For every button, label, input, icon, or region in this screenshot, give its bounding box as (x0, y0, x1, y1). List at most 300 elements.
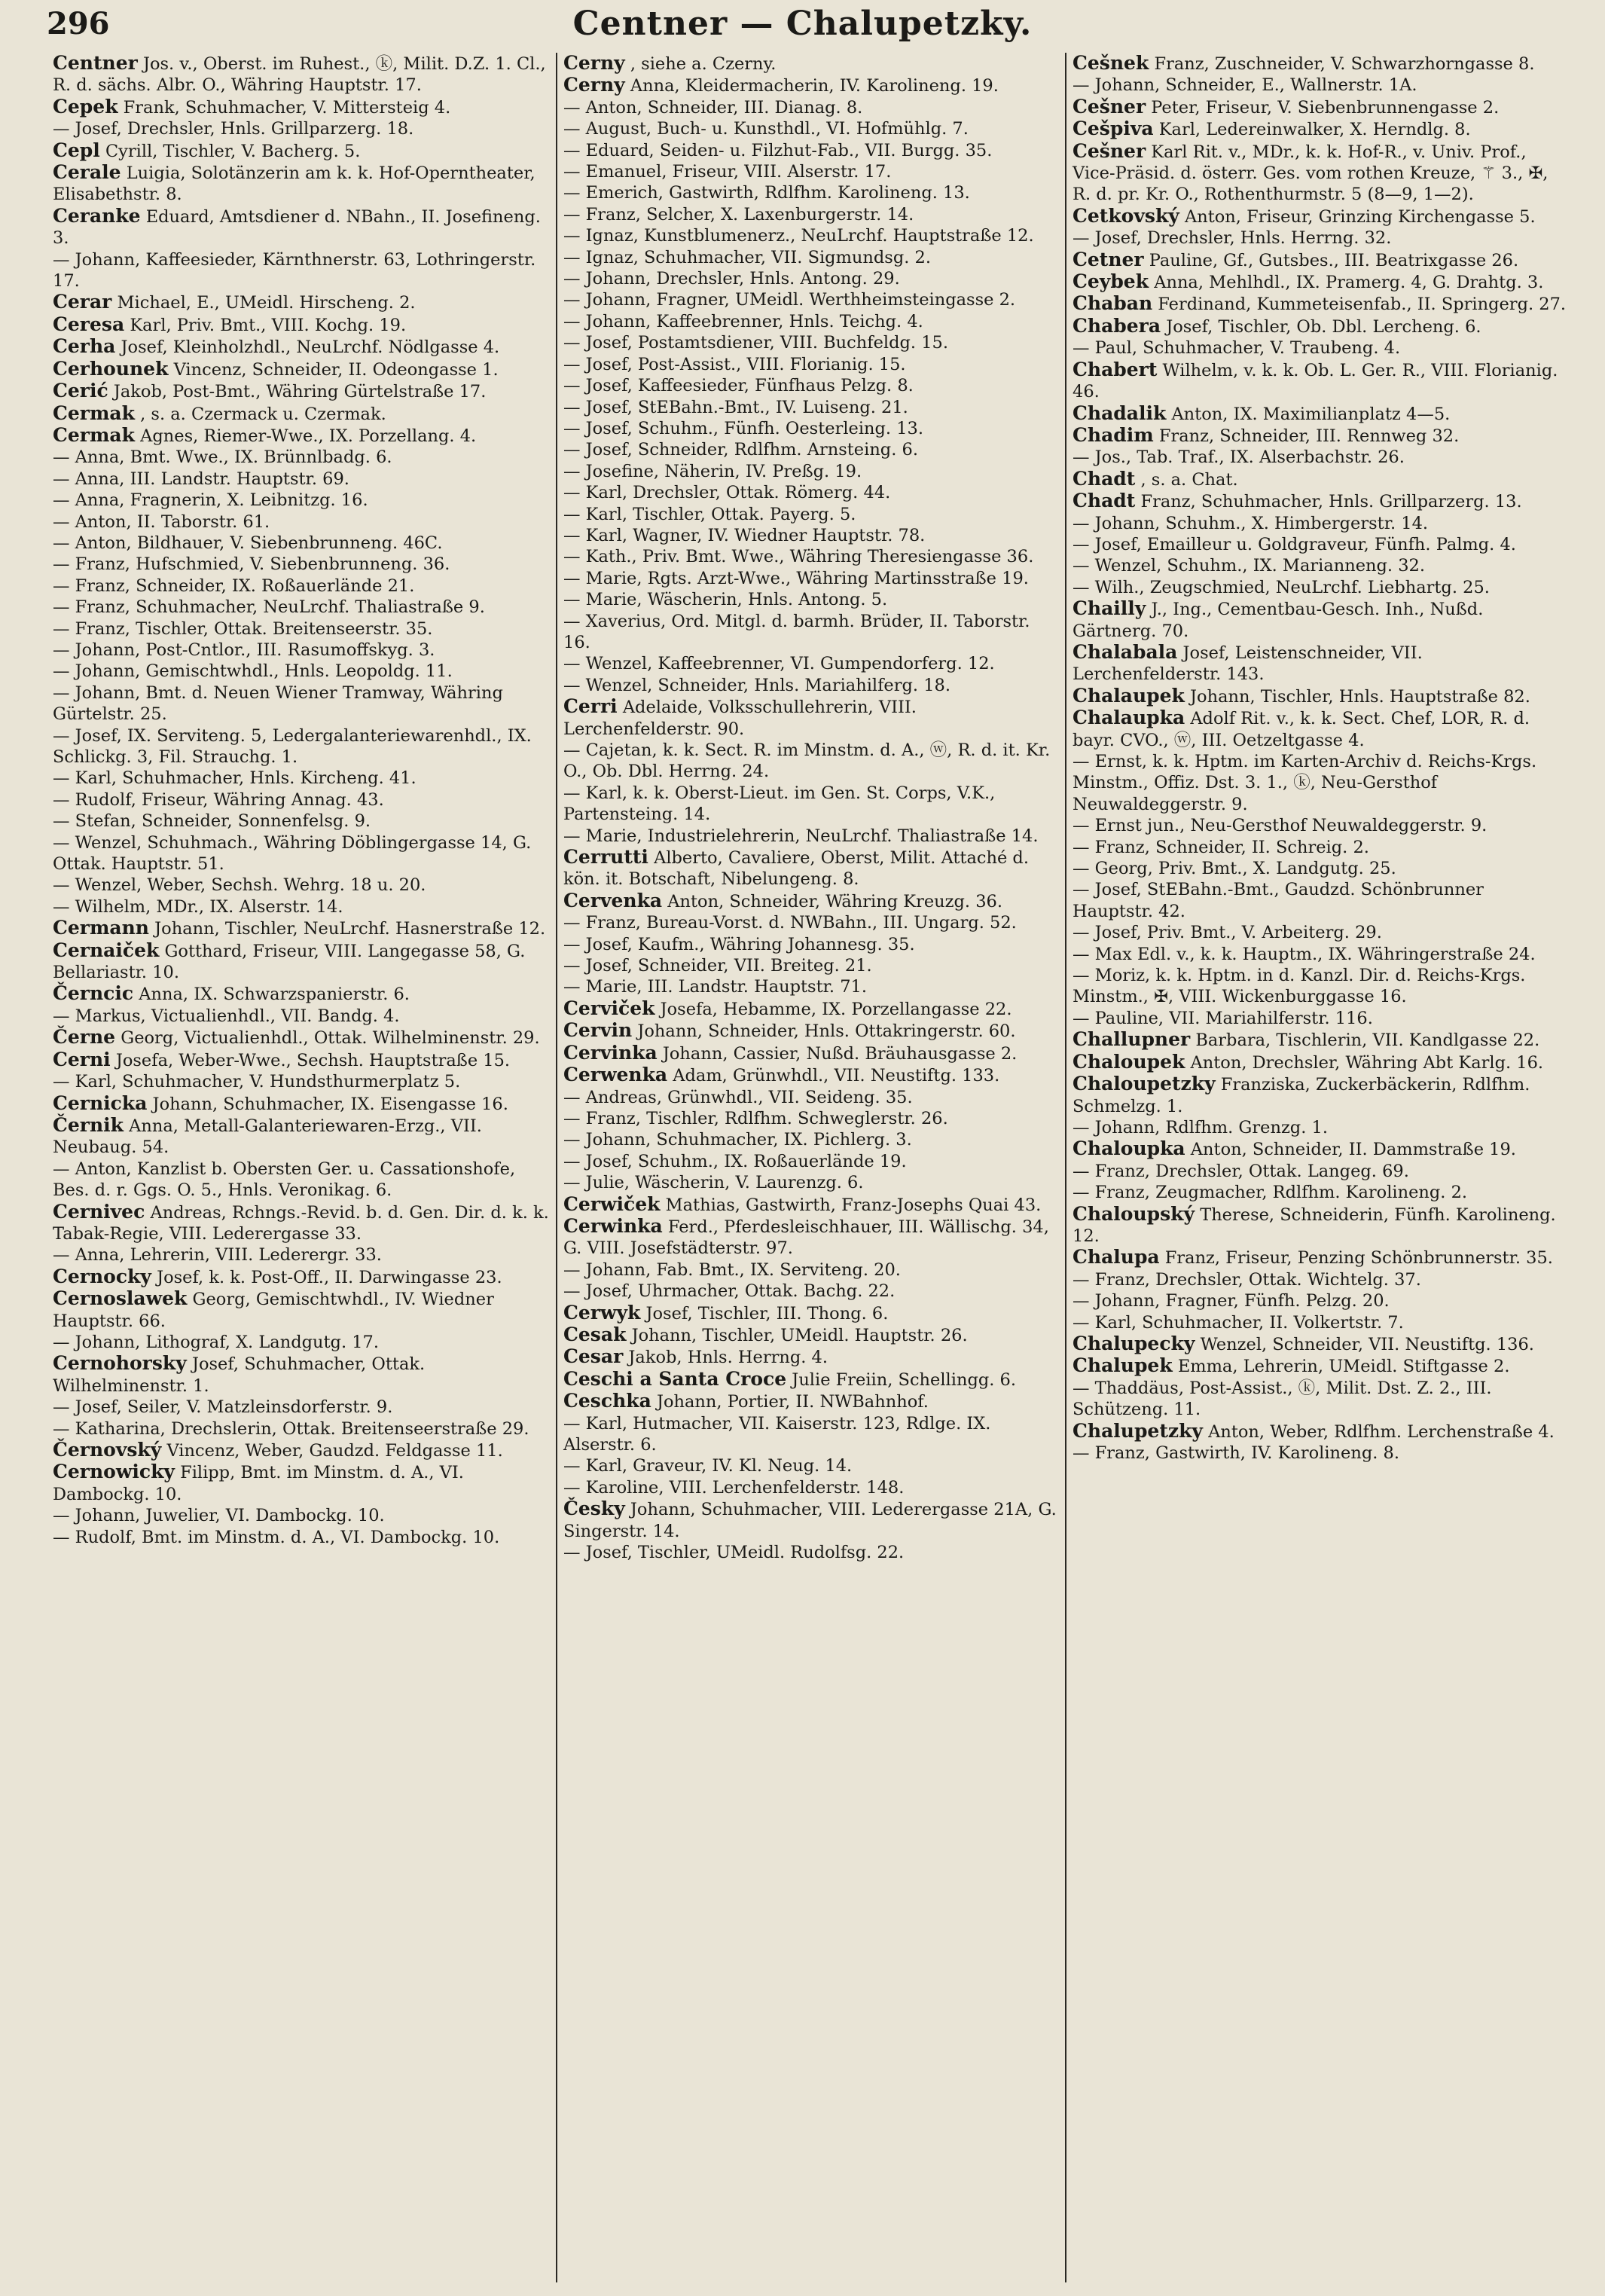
entry-text: — Karl, Tischler, Ottak. Payerg. 5. (563, 504, 856, 524)
entry-text: — Franz, Drechsler, Ottak. Wichtelg. 37. (1073, 1269, 1421, 1290)
entry-text: — Julie, Wäscherin, V. Laurenzg. 6. (563, 1173, 864, 1193)
entry-surname: Cerwenka (563, 1064, 668, 1086)
entry-text: — Marie, Industrielehrerin, NeuLrchf. Thaliastraße 14. (563, 826, 1039, 846)
entry-surname: Chaloupek (1073, 1050, 1185, 1073)
directory-entry (1073, 685, 1568, 707)
entry-text: — Franz, Gastwirth, IV. Karolineng. 8. (1073, 1443, 1400, 1463)
entry-surname: Cermak (53, 423, 135, 446)
entry-text: — Josef, Tischler, UMeidl. Rudolfsg. 22. (563, 1543, 905, 1563)
entry-text: — Anton, Schneider, III. Dianag. 8. (563, 97, 863, 118)
entry-surname: Cernoslawek (53, 1287, 188, 1310)
entry-text: — Franz, Tischler, Rdlfhm. Schweglerstr. 26. (563, 1108, 948, 1128)
entry-surname: Cerny (563, 53, 625, 74)
entry-surname: Cesak (563, 1323, 627, 1345)
entry-text: Jakob, Post-Bmt., Währing Gürtelstraße 17. (113, 382, 487, 402)
entry-text: — Johann, Kaffeebrenner, Hnls. Teichg. 4. (563, 311, 923, 331)
entry-text: Ferdinand, Kummeteisenfab., II. Springerg. 27. (1158, 295, 1567, 315)
column-middle (556, 53, 1065, 2282)
directory-entry (563, 161, 1059, 182)
directory-entry (1073, 1073, 1568, 1117)
entry-surname: Chaloupský (1073, 1202, 1195, 1225)
entry-surname: Chabert (1073, 358, 1158, 380)
entry-text: — Anton, Kanzlist b. Obersten Ger. u. Cassationshofe, Bes. d. r. Ggs. O. 5., Hnls. Veronikag. 6. (53, 1159, 516, 1201)
directory-entry (563, 1087, 1059, 1108)
directory-entry (1073, 1312, 1568, 1333)
directory-entry (563, 1391, 1059, 1412)
directory-entry (53, 725, 550, 768)
entry-text: Vincenz, Schneider, II. Odeongasse 1. (173, 359, 499, 380)
directory-entry (53, 403, 550, 425)
directory-entry (1073, 513, 1568, 534)
entry-text: — Johann, Fragner, UMeidl. Werthheimsteingasse 2. (563, 290, 1016, 310)
entry-text: — Josef, IX. Serviteng. 5, Ledergalanteriewarenhdl., IX. Schlickg. 3, Fil. Strauchg. 1. (53, 725, 532, 767)
directory-entry (1073, 271, 1568, 293)
directory-entry (1073, 1443, 1568, 1464)
directory-entry (53, 1159, 550, 1201)
entry-text: — Moriz, k. k. Hptm. in d. Kanzl. Dir. d. Reichs-Krgs. Minstm., ✠, VIII. Wickenburggasse 16. (1073, 966, 1526, 1007)
directory-entry (563, 976, 1059, 997)
entry-text: — Johann, Schneider, E., Wallnerstr. 1A. (1073, 75, 1417, 96)
directory-entry (563, 1172, 1059, 1193)
entry-text: Josef, Schuhmacher, Ottak. Wilhelminenstr. 1. (53, 1354, 426, 1396)
entry-text: — Pauline, VII. Mariahilferstr. 116. (1073, 1008, 1373, 1028)
entry-surname: Challupner (1073, 1028, 1191, 1051)
directory-entry (53, 162, 550, 206)
directory-entry (1073, 1290, 1568, 1311)
entry-surname: Chalupetzky (1073, 1419, 1203, 1442)
directory-entry (1073, 293, 1568, 315)
directory-entry (1073, 922, 1568, 943)
directory-entry (563, 1259, 1059, 1281)
directory-entry (1073, 206, 1568, 227)
directory-entry (1073, 316, 1568, 337)
entry-surname: Cesar (563, 1345, 624, 1368)
entry-text: — Josef, Schuhm., IX. Roßauerlände 19. (563, 1151, 907, 1171)
directory-entry (53, 1071, 550, 1092)
directory-entry (563, 783, 1059, 826)
directory-entry (1073, 1008, 1568, 1029)
directory-entry (1073, 837, 1568, 858)
entry-surname: Chalaupka (1073, 707, 1185, 729)
entry-surname: Chadt (1073, 467, 1136, 490)
entry-text: Karl Rit. v., MDr., k. k. Hof-R., v. Univ. Prof., Vice-Präsid. d. österr. Ges. vom rothen Kreuze, ⚚ 3., ✠, R. d. pr. Kr. O., Rothenthurmstr. 5 (8—9, 1—2). (1073, 142, 1549, 205)
entry-surname: Ceybek (1073, 270, 1149, 293)
directory-entry (53, 425, 550, 447)
directory-entry (1073, 598, 1568, 642)
directory-entry (563, 1043, 1059, 1064)
entry-text: — Franz, Schneider, IX. Roßauerlände 21. (53, 576, 415, 596)
entry-text: — Cajetan, k. k. Sect. R. im Minstm. d. A., ⓦ, R. d. it. Kr. O., Ob. Dbl. Herrng. 24. (563, 740, 1051, 782)
entry-surname: Černik (53, 1113, 124, 1136)
directory-entry (1073, 965, 1568, 1008)
entry-surname: Cerwiček (563, 1192, 661, 1215)
entry-surname: Ceschka (563, 1390, 651, 1412)
entry-surname: Chalupecky (1073, 1332, 1195, 1354)
entry-text: — Johann, Bmt. d. Neuen Wiener Tramway, Währing Gürtelstr. 25. (53, 682, 503, 725)
directory-entry (563, 1369, 1059, 1391)
directory-entry (1073, 447, 1568, 468)
entry-text: — Josef, Emailleur u. Goldgraveur, Fünfh. Palmg. 4. (1073, 534, 1516, 554)
directory-entry (563, 740, 1059, 783)
entry-text: — Andreas, Grünwhdl., VII. Seideng. 35. (563, 1087, 913, 1107)
entry-text: Jakob, Hnls. Herrng. 4. (628, 1348, 828, 1368)
directory-entry (53, 983, 550, 1005)
directory-entry (563, 934, 1059, 955)
directory-entry (53, 359, 550, 380)
entry-text: — Josef, StEBahn.-Bmt., Gaudzd. Schönbrunner Hauptstr. 42. (1073, 880, 1484, 921)
directory-entry (1073, 1117, 1568, 1138)
directory-entry (53, 292, 550, 313)
directory-entry (563, 1542, 1059, 1563)
entry-surname: Cernivec (53, 1200, 145, 1223)
entry-text: Adolf Rit. v., k. k. Sect. Chef, LOR, R. d. bayr. CVO., ⓦ, III. Oetzeltgasse 4. (1073, 709, 1530, 750)
entry-text: Gotthard, Friseur, VIII. Langegasse 58, G. Bellariastr. 10. (53, 941, 526, 983)
directory-entry (563, 1302, 1059, 1324)
entry-text: — Josefine, Näherin, IV. Preßg. 19. (563, 461, 862, 481)
entry-surname: Česky (563, 1498, 625, 1520)
entry-text: Therese, Schneiderin, Fünfh. Karolineng. 12. (1073, 1204, 1556, 1246)
directory-entry (1073, 879, 1568, 922)
entry-surname: Chaban (1073, 292, 1153, 315)
directory-entry (563, 525, 1059, 546)
entry-surname: Ceresa (53, 313, 125, 335)
entry-surname: Cerri (563, 695, 618, 718)
directory-entry (53, 554, 550, 575)
directory-entry (53, 140, 550, 162)
entry-surname: Cetner (1073, 248, 1144, 270)
directory-entry (53, 896, 550, 917)
entry-text: — Karl, k. k. Oberst-Lieut. im Gen. St. Corps, V.K., Partensteing. 14. (563, 783, 996, 825)
entry-text: — Johann, Rdlfhm. Grenzg. 1. (1073, 1117, 1328, 1137)
entry-surname: Cešpiva (1073, 118, 1154, 140)
directory-entry (1073, 1204, 1568, 1247)
entry-text: — Karl, Wagner, IV. Wiedner Hauptstr. 78. (563, 525, 926, 545)
entry-text: , s. a. Chat. (1140, 469, 1238, 490)
directory-entry (563, 826, 1059, 847)
directory-entry (53, 1440, 550, 1461)
directory-entry (53, 940, 550, 984)
entry-text: — Stefan, Schneider, Sonnenfelsg. 9. (53, 811, 371, 832)
directory-entry (563, 568, 1059, 589)
entry-text: Cyrill, Tischler, V. Bacherg. 5. (105, 141, 361, 161)
directory-entry (53, 768, 550, 789)
directory-entry (1073, 249, 1568, 271)
entry-text: Franz, Schuhmacher, Hnls. Grillparzerg. 13. (1140, 492, 1522, 512)
directory-entry (53, 640, 550, 661)
directory-entry (563, 461, 1059, 482)
entry-text: — Johann, Kaffeesieder, Kärnthnerstr. 63, Lothringerstr. 17. (53, 249, 536, 292)
entry-text: — Anna, Bmt. Wwe., IX. Brünnlbadg. 6. (53, 447, 392, 468)
entry-text: — Wilh., Zeugschmied, NeuLrchf. Liebhartg. 25. (1073, 577, 1490, 597)
entry-surname: Černe (53, 1026, 116, 1049)
entry-text: — Xaverius, Ord. Mitgl. d. barmh. Brüder, II. Taborstr. 16. (563, 611, 1030, 652)
entry-text: Peter, Friseur, V. Siebenbrunnengasse 2. (1151, 97, 1500, 118)
directory-entry (53, 1093, 550, 1115)
entry-surname: Cetkovský (1073, 204, 1179, 227)
entry-text: Johann, Schuhmacher, VIII. Lederergasse 21A, G. Singerstr. 14. (563, 1500, 1057, 1541)
directory-entry (1073, 118, 1568, 140)
directory-entry (563, 1151, 1059, 1172)
entry-surname: Cešner (1073, 95, 1146, 118)
entry-surname: Cernowicky (53, 1461, 175, 1483)
entry-surname: Chadt (1073, 490, 1136, 512)
entry-text: — Franz, Drechsler, Ottak. Langeg. 69. (1073, 1161, 1409, 1181)
entry-text: — Rudolf, Bmt. im Minstm. d. A., VI. Dambockg. 10. (53, 1527, 500, 1547)
directory-entry (53, 490, 550, 511)
entry-surname: Cerny (563, 74, 625, 96)
entry-text: — Josef, Schuhm., Fünfh. Oesterleing. 13. (563, 418, 924, 438)
directory-entry (563, 589, 1059, 610)
entry-surname: Cerni (53, 1048, 111, 1070)
directory-entry (53, 1332, 550, 1353)
entry-surname: Cepl (53, 139, 100, 161)
directory-entry (53, 917, 550, 939)
entry-text: Anton, Friseur, Grinzing Kirchengasse 5. (1184, 206, 1536, 227)
directory-entry (563, 375, 1059, 396)
directory-entry (53, 249, 550, 292)
directory-entry (1073, 1269, 1568, 1290)
directory-entry (563, 1455, 1059, 1476)
entry-text: Pauline, Gf., Gutsbes., III. Beatrixgasse 26. (1149, 250, 1519, 270)
directory-entry (1073, 403, 1568, 425)
entry-text: — Josef, Seiler, V. Matzleinsdorferstr. 9. (53, 1397, 393, 1418)
entry-text: — Anna, III. Landstr. Hauptstr. 69. (53, 469, 349, 489)
entry-text: — Franz, Schneider, II. Schreig. 2. (1073, 837, 1369, 857)
entry-text: Anton, Schneider, Währing Kreuzg. 36. (667, 891, 1002, 911)
entry-text: J., Ing., Cementbau-Gesch. Inh., Nußd. Gärtnerg. 70. (1073, 600, 1484, 641)
entry-surname: Ceranke (53, 204, 141, 227)
entry-surname: Chalabala (1073, 640, 1178, 663)
entry-text: Anna, Kleidermacherin, IV. Karolineng. 19. (630, 76, 999, 96)
directory-entry (563, 418, 1059, 439)
directory-entry (53, 1288, 550, 1332)
columns (47, 53, 1576, 2282)
directory-entry (53, 1353, 550, 1397)
entry-text: Vincenz, Weber, Gaudzd. Feldgasse 11. (166, 1441, 503, 1461)
entry-surname: Chadim (1073, 423, 1154, 446)
entry-surname: Cerwyk (563, 1301, 641, 1324)
entry-text: — Franz, Schuhmacher, NeuLrchf. Thaliastraße 9. (53, 597, 485, 618)
entry-surname: Cerhounek (53, 357, 169, 380)
entry-text: — Karl, Schuhmacher, II. Volkertstr. 7. (1073, 1312, 1404, 1333)
directory-entry (1073, 944, 1568, 965)
entry-surname: Cerar (53, 291, 112, 313)
entry-surname: Cernaiček (53, 939, 160, 961)
entry-surname: Cernocky (53, 1265, 151, 1287)
directory-entry (53, 576, 550, 597)
entry-text: — Josef, Drechsler, Hnls. Grillparzerg. 18. (53, 119, 414, 139)
entry-surname: Centner (53, 53, 138, 74)
entry-text: — Karl, Hutmacher, VII. Kaiserstr. 123, Rdlge. IX. Alserstr. 6. (563, 1413, 991, 1455)
directory-entry (563, 140, 1059, 161)
entry-text: Karl, Ledereinwalker, X. Herndlg. 8. (1158, 120, 1471, 140)
entry-text: — Emanuel, Friseur, VIII. Alserstr. 17. (563, 162, 892, 182)
directory-entry (1073, 469, 1568, 490)
column-left (47, 53, 556, 2282)
entry-text: — Marie, Wäscherin, Hnls. Antong. 5. (563, 590, 888, 610)
entry-text: — Johann, Schuhm., X. Himbergerstr. 14. (1073, 513, 1429, 533)
directory-entry (1073, 1161, 1568, 1182)
directory-entry (1073, 642, 1568, 685)
directory-entry (1073, 555, 1568, 576)
entry-text: Mathias, Gastwirth, Franz-Josephs Quai 43. (665, 1195, 1042, 1215)
directory-entry (53, 789, 550, 811)
entry-surname: Ceschi a Santa Croce (563, 1367, 787, 1390)
entry-surname: Černcic (53, 982, 134, 1005)
directory-entry (563, 354, 1059, 375)
entry-text: — Marie, III. Landstr. Hauptstr. 71. (563, 977, 868, 997)
entry-text: Johann, Schuhmacher, IX. Eisengasse 16. (152, 1094, 508, 1114)
directory-entry (1073, 751, 1568, 815)
entry-text: — Anna, Fragnerin, X. Leibnitzg. 16. (53, 490, 368, 511)
entry-text: Josefa, Weber-Wwe., Sechsh. Hauptstraße 15. (115, 1050, 511, 1070)
entry-text: — Franz, Bureau-Vorst. d. NWBahn., III. Ungarg. 52. (563, 913, 1017, 933)
entry-text: — Ignaz, Schuhmacher, VII. Sigmundsg. 2. (563, 247, 932, 267)
entry-text: Anna, Mehlhdl., IX. Pramerg. 4, G. Drahtg. 3. (1154, 273, 1544, 293)
directory-entry (1073, 53, 1568, 75)
entry-text: — Karl, Drechsler, Ottak. Römerg. 44. (563, 483, 891, 503)
entry-surname: Cervenka (563, 889, 663, 911)
entry-text: Wilhelm, v. k. k. Ob. L. Ger. R., VIII. Florianig. 46. (1073, 360, 1558, 402)
directory-entry (563, 653, 1059, 674)
entry-text: — Ernst, k. k. Hptm. im Karten-Archiv d. Reichs-Krgs. Minstm., Offiz. Dst. 3. 1., ⓚ, Neu-Gersthof Neuwaldeggerstr. 9. (1073, 752, 1537, 814)
column-right (1065, 53, 1574, 2282)
directory-entry (53, 1115, 550, 1159)
entry-text: Adam, Grünwhdl., VII. Neustiftg. 133. (673, 1066, 1000, 1086)
entry-text: — Johann, Lithograf, X. Landgutg. 17. (53, 1332, 380, 1352)
entry-text: Julie Freiin, Schellingg. 6. (792, 1369, 1017, 1390)
entry-text: Franz, Friseur, Penzing Schönbrunnerstr. 35. (1164, 1248, 1553, 1269)
entry-text: Josef, Tischler, III. Thong. 6. (645, 1303, 889, 1324)
entry-text: Johann, Schneider, Hnls. Ottakringerstr. 60. (637, 1021, 1016, 1042)
directory-entry (563, 311, 1059, 332)
entry-text: Josefa, Hebamme, IX. Porzellangasse 22. (660, 999, 1012, 1019)
directory-entry (1073, 1247, 1568, 1269)
entry-text: Josef, Tischler, Ob. Dbl. Lercheng. 6. (1166, 316, 1481, 337)
directory-entry (563, 955, 1059, 976)
entry-text: , s. a. Czermack u. Czermak. (140, 404, 386, 424)
entry-text: — Karoline, VIII. Lerchenfelderstr. 148. (563, 1477, 905, 1498)
entry-surname: Cerwinka (563, 1214, 663, 1237)
directory-entry (53, 1397, 550, 1418)
entry-text: — Kath., Priv. Bmt. Wwe., Währing Theresiengasse 36. (563, 547, 1034, 567)
directory-entry (1073, 490, 1568, 512)
entry-text: — Rudolf, Friseur, Währing Annag. 43. (53, 789, 384, 810)
entry-surname: Cepek (53, 95, 118, 118)
entry-surname: Cermann (53, 917, 149, 939)
entry-text: Anton, IX. Maximilianplatz 4—5. (1171, 404, 1451, 424)
entry-text: — Wenzel, Schuhm., IX. Marianneng. 32. (1073, 556, 1426, 576)
directory-entry (563, 397, 1059, 418)
entry-text: Josef, Kleinholzhdl., NeuLrchf. Nödlgasse 4. (121, 337, 500, 358)
entry-text: — Ernst jun., Neu-Gersthof Neuwaldeggerstr. 9. (1073, 816, 1488, 836)
entry-text: — Katharina, Drechslerin, Ottak. Breitenseerstraße 29. (53, 1418, 529, 1439)
directory-entry (563, 998, 1059, 1020)
entry-text: Karl, Priv. Bmt., VIII. Kochg. 19. (130, 315, 407, 335)
entry-surname: Černovský (53, 1439, 162, 1461)
entry-text: — Josef, Kaufm., Währing Johannesg. 35. (563, 934, 915, 954)
entry-text: — Wilhelm, MDr., IX. Alserstr. 14. (53, 896, 343, 917)
entry-text: — Anton, Bildhauer, V. Siebenbrunneng. 46C. (53, 533, 443, 553)
directory-entry (563, 1498, 1059, 1542)
entry-text: Filipp, Bmt. im Minstm. d. A., VI. Dambockg. 10. (53, 1463, 464, 1504)
directory-entry (53, 661, 550, 682)
directory-entry (1073, 1138, 1568, 1160)
entry-surname: Chaloupka (1073, 1137, 1185, 1160)
directory-entry (53, 511, 550, 533)
entry-text: — Josef, Post-Assist., VIII. Florianig. 15. (563, 354, 906, 374)
directory-entry (53, 1006, 550, 1027)
entry-text: Alberto, Cavaliere, Oberst, Milit. Attaché d. kön. it. Botschaft, Nibelungeng. 8. (563, 848, 1029, 890)
entry-text: Josef, Leistenschneider, VII. Lerchenfelderstr. 143. (1073, 643, 1423, 685)
directory-entry (563, 1064, 1059, 1086)
page-header (0, 0, 1605, 59)
entry-text: — Karl, Schuhmacher, V. Hundsthurmerplatz 5. (53, 1072, 461, 1092)
directory-entry (563, 1129, 1059, 1150)
entry-surname: Chalupa (1073, 1246, 1160, 1269)
directory-entry (1073, 1052, 1568, 1073)
directory-entry (563, 1020, 1059, 1042)
directory-entry (563, 482, 1059, 503)
entry-text: — Thaddäus, Post-Assist., ⓚ, Milit. Dst. Z. 2., III. Schützeng. 11. (1073, 1378, 1492, 1420)
directory-entry (53, 1201, 550, 1245)
entry-surname: Chabera (1073, 314, 1161, 337)
entry-text: Anna, Metall-Galanteriewaren-Erzg., VII. Neubaug. 54. (53, 1116, 482, 1158)
directory-entry (53, 336, 550, 358)
entry-text: — Johann, Schuhmacher, IX. Pichlerg. 3. (563, 1130, 912, 1150)
entry-text: — Franz, Hufschmied, V. Siebenbrunneng. 36. (53, 554, 450, 575)
directory-entry (563, 1324, 1059, 1346)
entry-text: Anton, Weber, Rdlfhm. Lerchenstraße 4. (1208, 1421, 1555, 1442)
entry-text: Emma, Lehrerin, UMeidl. Stiftgasse 2. (1177, 1357, 1510, 1377)
entry-surname: Cerviček (563, 997, 655, 1019)
entry-surname: Chadalik (1073, 401, 1167, 424)
directory-entry (563, 1346, 1059, 1368)
directory-entry (53, 1266, 550, 1288)
directory-entry (53, 1027, 550, 1049)
directory-entry (53, 682, 550, 725)
entry-text: , siehe a. Czerny. (630, 54, 777, 74)
directory-entry (53, 1527, 550, 1548)
entry-text: — Josef, Priv. Bmt., V. Arbeiterg. 29. (1073, 923, 1382, 943)
entry-text: — Markus, Victualienhdl., VII. Bandg. 4. (53, 1006, 400, 1026)
entry-text: Johann, Tischler, UMeidl. Hauptstr. 26. (631, 1325, 968, 1345)
entry-text: Georg, Gemischtwhdl., IV. Wiedner Hauptstr. 66. (53, 1290, 494, 1331)
directory-entry (563, 204, 1059, 225)
directory-entry (53, 469, 550, 490)
entry-surname: Cerha (53, 335, 116, 358)
entry-surname: Cerrutti (563, 846, 648, 869)
directory-entry (53, 96, 550, 118)
entry-text: Anna, IX. Schwarzspanierstr. 6. (139, 985, 410, 1005)
entry-text: Ferd., Pferdesleischhauer, III. Wällischg. 34, G. VIII. Josefstädterstr. 97. (563, 1217, 1049, 1259)
entry-text: — Johann, Fab. Bmt., IX. Serviteng. 20. (563, 1259, 901, 1280)
entry-text: Johann, Portier, II. NWBahnhof. (656, 1392, 929, 1412)
entry-text: — Wenzel, Weber, Sechsh. Wehrg. 18 u. 20. (53, 875, 426, 896)
directory-entry (1073, 1029, 1568, 1051)
entry-text: — Anna, Lehrerin, VIII. Lederergr. 33. (53, 1245, 382, 1266)
directory-entry (53, 1244, 550, 1266)
entry-surname: Chaloupetzky (1073, 1073, 1216, 1095)
directory-entry (563, 289, 1059, 310)
directory-entry (53, 618, 550, 640)
directory-entry (563, 912, 1059, 933)
directory-entry (1073, 858, 1568, 879)
entry-surname: Cervinka (563, 1041, 658, 1064)
entry-text: Anton, Drechsler, Währing Abt Karlg. 16. (1190, 1052, 1544, 1073)
entry-text: Johann, Tischler, NeuLrchf. Hasnerstraße 12. (154, 919, 546, 939)
directory-entry (563, 225, 1059, 246)
